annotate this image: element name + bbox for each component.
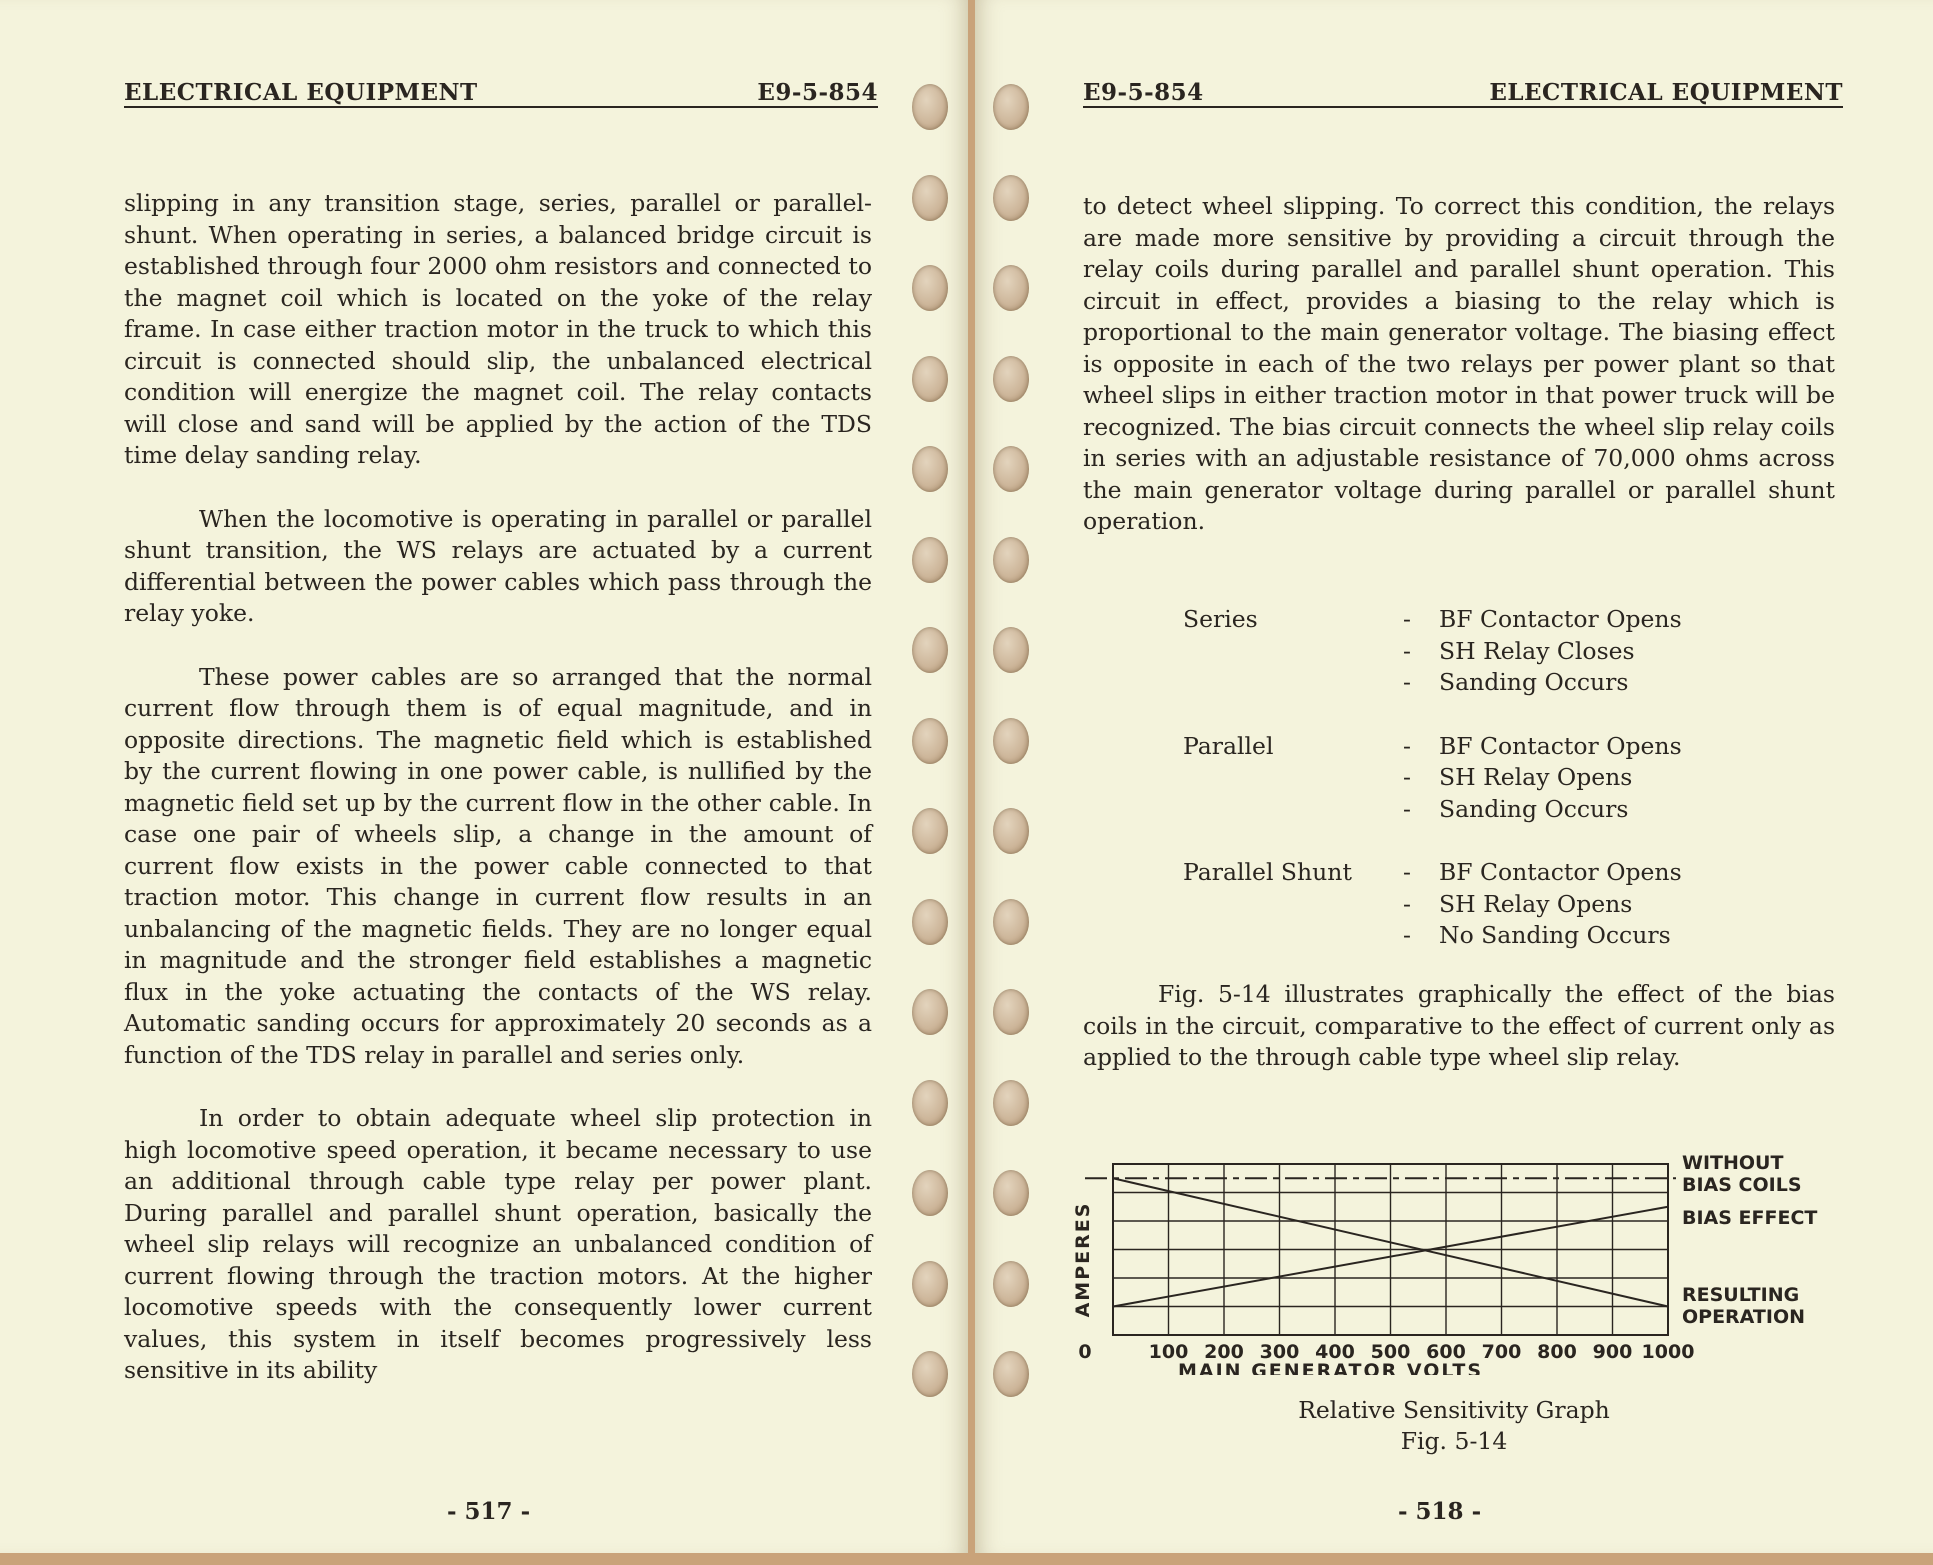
dash: -	[1403, 763, 1411, 791]
dash: -	[1403, 731, 1411, 760]
binder-hole-left	[912, 537, 948, 583]
sequence-item: Sanding Occurs	[1439, 794, 1629, 823]
sequence-item: BF Contactor Opens	[1439, 731, 1682, 760]
graph-svg	[975, 1155, 1933, 1375]
x-tick-label: 800	[1537, 1341, 1577, 1363]
dash: -	[1403, 858, 1411, 886]
binder-hole-right	[993, 265, 1029, 311]
binder-hole-left	[912, 356, 948, 402]
page-header	[124, 76, 878, 108]
x-tick-label: 100	[1148, 1341, 1189, 1363]
sequence-item: No Sanding Occurs	[1439, 921, 1671, 949]
figure-caption-title: Relative Sensitivity Graph	[1298, 1396, 1610, 1424]
sequence-group-parallel	[1183, 731, 1763, 826]
body-text	[1083, 979, 1835, 1106]
sequence-label: Parallel Shunt	[1183, 858, 1352, 886]
dash: -	[1403, 668, 1411, 696]
binder-hole-right	[993, 989, 1029, 1035]
dash: -	[1403, 921, 1411, 949]
binder-hole-right	[993, 175, 1029, 221]
binder-hole-right	[993, 1261, 1029, 1307]
sequence-item: Sanding Occurs	[1439, 668, 1629, 696]
binder-hole-left	[912, 84, 948, 130]
binder-hole-left	[912, 175, 948, 221]
x-axis-label: MAIN GENERATOR VOLTS	[1178, 1360, 1483, 1375]
x-tick-label: 300	[1259, 1341, 1300, 1363]
header-title: ELECTRICAL EQUIPMENT	[1489, 79, 1843, 106]
paragraph: to detect wheel slipping. To correct this condition, the relays are made more sensitive by providing a circuit through the relay coils during parallel and parallel shunt operation. This circuit in effect, provides a biasing to the relay which is proportional to the main generator voltage. The biasing effect is opposite in each of the two relays per power plant so that wheel slips in either traction motor in that power truck will be recognized. The bias circuit connects the wheel slip relay coils in series with an adjustable resistance of 70,000 ohms across the main generator voltage during parallel or parallel shunt operation.	[1083, 192, 1835, 535]
x-tick-label: 400	[1315, 1341, 1355, 1363]
binder-hole-left	[912, 265, 948, 311]
relative-sensitivity-graph	[975, 1155, 1933, 1375]
paragraph: When the locomotive is operating in parallel or parallel shunt transition, the WS relays are actuated by a current differential between the power cables which pass through the relay yoke.	[124, 504, 872, 627]
page-number: - 518 -	[1398, 1498, 1482, 1525]
binder-hole-left	[912, 1170, 948, 1216]
right-page	[975, 0, 1933, 1553]
x-tick-label: 0	[1078, 1341, 1092, 1363]
binder-hole-left	[912, 1080, 948, 1126]
dash: -	[1403, 889, 1411, 918]
binder-hole-right	[993, 718, 1029, 764]
dash: -	[1403, 636, 1411, 665]
binder-hole-right	[993, 1080, 1029, 1126]
sequence-item: SH Relay Opens	[1439, 763, 1633, 791]
paragraph: In order to obtain adequate wheel slip protection in high locomotive speed operation, it became necessary to use an additional through cable type relay per power plant. During parallel and parallel shunt operation, basically the wheel slip relays will recognize an unbalanced condition of current flowing through the traction motors. At the higher locomotive speeds with the consequently lower current values, this system in itself becomes progressively less sensitive in its ability	[124, 1104, 872, 1384]
sequence-item: SH Relay Closes	[1439, 636, 1635, 665]
binder-hole-left	[912, 1351, 948, 1397]
series-label: BIAS EFFECT	[1682, 1207, 1818, 1229]
binder-hole-right	[993, 627, 1029, 673]
sequence-group-parallel-shunt	[1183, 857, 1763, 952]
sequence-label: Parallel	[1183, 731, 1274, 760]
header-code: E9-5-854	[757, 79, 878, 106]
paragraph: Fig. 5-14 illustrates graphically the effect of the bias coils in the circuit, comparative to the effect of current only as applied to the through cable type wheel slip relay.	[1083, 980, 1835, 1071]
header-title: ELECTRICAL EQUIPMENT	[124, 79, 478, 106]
binder-hole-left	[912, 627, 948, 673]
paragraph: slipping in any transition stage, series, parallel or parallel-shunt. When operating in series, a balanced bridge circuit is established through four 2000 ohm resistors and connected to the magnet coil which is located on the yoke of the relay frame. In case either traction motor in the truck to which this circuit is connected should slip, the unbalanced electrical condition will energize the magnet coil. The relay contacts will close and sand will be applied by the action of the TDS time delay sanding relay.	[124, 189, 872, 469]
x-tick-label: 200	[1204, 1341, 1244, 1363]
binder-hole-left	[912, 989, 948, 1035]
x-tick-label: 1000	[1641, 1341, 1695, 1363]
binder-hole-left	[912, 446, 948, 492]
page-number: - 517 -	[447, 1498, 531, 1525]
binder-hole-right	[993, 899, 1029, 945]
dash: -	[1403, 794, 1411, 823]
binder-hole-right	[993, 84, 1029, 130]
sequence-label: Series	[1183, 605, 1258, 633]
series-label: WITHOUT BIAS COILS	[1682, 1155, 1802, 1196]
binder-hole-left	[912, 899, 948, 945]
sequence-item: SH Relay Opens	[1439, 889, 1633, 918]
binder-hole-right	[993, 1170, 1029, 1216]
figure-caption-number: Fig. 5-14	[1400, 1427, 1508, 1455]
sequence-item: BF Contactor Opens	[1439, 605, 1682, 633]
binder-hole-right	[993, 356, 1029, 402]
x-tick-label: 900	[1592, 1341, 1633, 1363]
series-label: RESULTING OPERATION	[1682, 1284, 1805, 1328]
x-tick-label: 700	[1481, 1341, 1522, 1363]
left-page	[0, 0, 968, 1553]
binder-hole-right	[993, 537, 1029, 583]
y-axis-label: AMPERES	[1072, 1201, 1094, 1318]
x-tick-label: 600	[1426, 1341, 1466, 1363]
header-code: E9-5-854	[1083, 79, 1204, 106]
sequence-item: BF Contactor Opens	[1439, 858, 1682, 886]
body-text	[1083, 191, 1835, 570]
x-tick-label: 500	[1370, 1341, 1411, 1363]
page-header	[1083, 76, 1843, 108]
binder-hole-right	[993, 808, 1029, 854]
binder-hole-right	[993, 446, 1029, 492]
binder-hole-left	[912, 808, 948, 854]
body-text	[124, 188, 872, 1419]
sequence-group-series	[1183, 604, 1763, 699]
binder-hole-left	[912, 718, 948, 764]
dash: -	[1403, 605, 1411, 633]
sequence-table	[1183, 604, 1763, 984]
binder-hole-left	[912, 1261, 948, 1307]
paragraph: These power cables are so arranged that the normal current flow through them is of equal magnitude, and in opposite directions. The magnetic field which is established by the current flowing in one power cable, is nullified by the magnetic field set up by the current flow in the other cable. In case one pair of wheels slip, a change in the amount of current flow exists in the power cable connected to that traction motor. This change in current flow results in an unbalancing of the magnetic fields. They are no longer equal in magnitude and the stronger field establishes a magnetic flux in the yoke actuating the contacts of the WS relay. Automatic sanding occurs for approximately 20 seconds as a function of the TDS relay in parallel and series only.	[124, 662, 872, 1069]
binder-hole-right	[993, 1351, 1029, 1397]
